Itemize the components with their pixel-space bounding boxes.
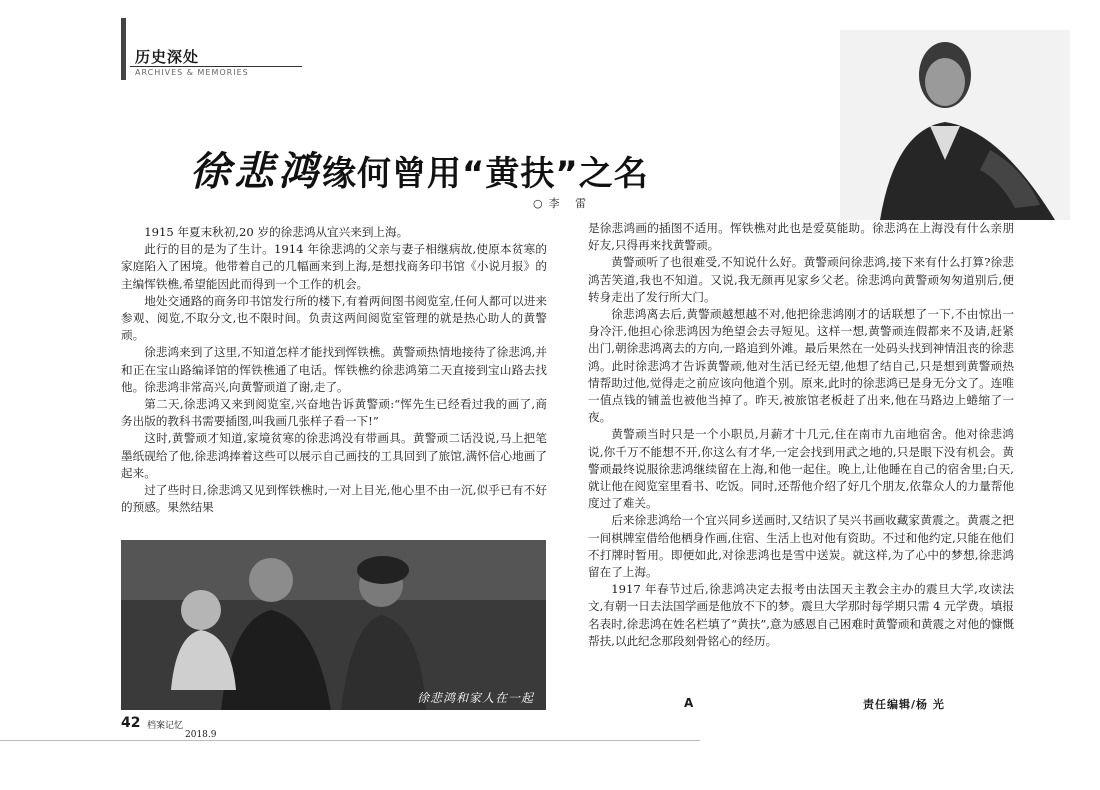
article-author: ○李 雷 [533,197,593,210]
page-number: 42 [121,715,141,731]
section-bar [121,18,126,80]
editor-credit: 责任编辑/杨 光 [863,698,945,711]
photo-caption: 徐悲鸿和家人在一起 [416,691,534,705]
paragraph: 黄警顽听了也很难受,不知说什么好。黄警顽问徐悲鸿,接下来有什么打算?徐悲鸿苦笑道,我也不知道。又说,我无颜再见家乡父老。徐悲鸿向黄警顽匆匆道别后,便转身走出了发行所大门。 [588,255,1014,304]
paragraph: 徐悲鸿离去后,黄警顽越想越不对,他把徐悲鸿刚才的话联想了一下,不由惊出一身冷汗,他担心徐悲鸿因为绝望会去寻短见。这样一想,黄警顽连假都来不及请,赶紧出门,朝徐悲鸿离去的方向,一路追到外滩。最后果然在一处码头找到神情沮丧的徐悲鸿。此时徐悲鸿才告诉黄警顽,他对生活已经无望,他想了结自己,只是想到黄警顽热情帮助过他,觉得走之前应该向他道个别。原来,此时的徐悲鸿已是身无分文了。连唯一值点钱的铺盖也被他当掉了。昨天,被旅馆老板赶了出来,他在马路边上蜷缩了一夜。 [588,307,1014,425]
section-rule [130,66,302,67]
issue-date: 2018.9 [185,730,217,740]
section-title: 历史深处 [135,48,200,66]
portrait-photo [840,30,1070,220]
paragraph: 1917 年春节过后,徐悲鸿决定去报考由法国天主教会主办的震旦大学,攻读法文,有朝一日去法国学画是他放不下的梦。震旦大学那时每学期只需 4 元学费。填报名表时,徐悲鸿在姓名栏填了“黄扶”,意为感恩自己困难时黄警顽和黄震之对他的慷慨帮扶,以此纪念那段刻骨铭心的经历。 [588,582,1014,648]
paragraph: 是徐悲鸿画的插图不适用。恽铁樵对此也是爱莫能助。徐悲鸿在上海没有什么亲朋好友,只得再来找黄警顽。 [588,221,1014,253]
family-photo-image [121,540,546,710]
paragraph: 此行的目的是为了生计。1914 年徐悲鸿的父亲与妻子相继病故,使原本贫寒的家庭陷入了困境。他带着自己的几幅画来到上海,是想找商务印书馆《小说月报》的主编恽铁樵,希望能因此而得到一个工作的机会。 [121,242,547,291]
paragraph: 这时,黄警顽才知道,家境贫寒的徐悲鸿没有带画具。黄警顽二话没说,马上把笔墨纸砚给了他,徐悲鸿捧着这些可以展示自己画技的工具回到了旅馆,满怀信心地画了起来。 [121,431,547,480]
paragraph: 第二天,徐悲鸿又来到阅览室,兴奋地告诉黄警顽:“恽先生已经看过我的画了,商务出版的教科书需要插图,叫我画几张样子看一下!” [121,397,547,429]
article-title [190,140,649,197]
family-photo [121,540,546,710]
paragraph: 1915 年夏末秋初,20 岁的徐悲鸿从宜兴来到上海。 [144,225,409,239]
magazine-name: 档案记忆 [147,721,184,731]
article-title-rest: 缘何曾用“黄扶”之名 [322,154,649,194]
page-edge-line [0,740,700,741]
paragraph: 黄警顽当时只是一个小职员,月薪才十几元,住在南市九亩地宿舍。他对徐悲鸿说,你千万不能想不开,你这么有才华,一定会找到用武之地的,只是眼下没有机会。黄警顽最终说服徐悲鸿继续留在上海,和他一起住。晚上,让他睡在自己的宿舍里;白天,就让他在阅览室里看书、吃饭。同时,还帮他介绍了好几个朋友,依靠众人的力量帮他度过了难关。 [588,427,1014,511]
right-column [588,220,1014,650]
paragraph: 后来徐悲鸿给一个宜兴同乡送画时,又结识了吴兴书画收藏家黄震之。黄震之把一间棋牌室借给他栖身作画,住宿、生活上也对他有资助。不过和他约定,只能在他们不打牌时暂用。即便如此,对徐悲鸿也是雪中送炭。就这样,为了心中的梦想,徐悲鸿留在了上海。 [588,513,1014,580]
section-subtitle: ARCHIVES & MEMORIES [135,68,249,77]
article-title-name: 徐悲鸿 [190,148,322,195]
left-column [121,224,547,516]
end-mark: A [684,696,694,710]
paragraph: 徐悲鸿来到了这里,不知道怎样才能找到恽铁樵。黄警顽热情地接待了徐悲鸿,并和正在宝山路编译馆的恽铁樵通了电话。恽铁樵约徐悲鸿第二天直接到宝山路去找他。徐悲鸿非常高兴,向黄警顽道了谢,走了。 [121,345,547,394]
paragraph: 过了些时日,徐悲鸿又见到恽铁樵时,一对上目光,他心里不由一沉,似乎已有不好的预感。果然结果 [121,483,547,515]
paragraph: 地处交通路的商务印书馆发行所的楼下,有着两间图书阅览室,任何人都可以进来参观、阅览,不取分文,也不限时间。负责这两间阅览室管理的就是热心助人的黄警顽。 [121,293,547,343]
